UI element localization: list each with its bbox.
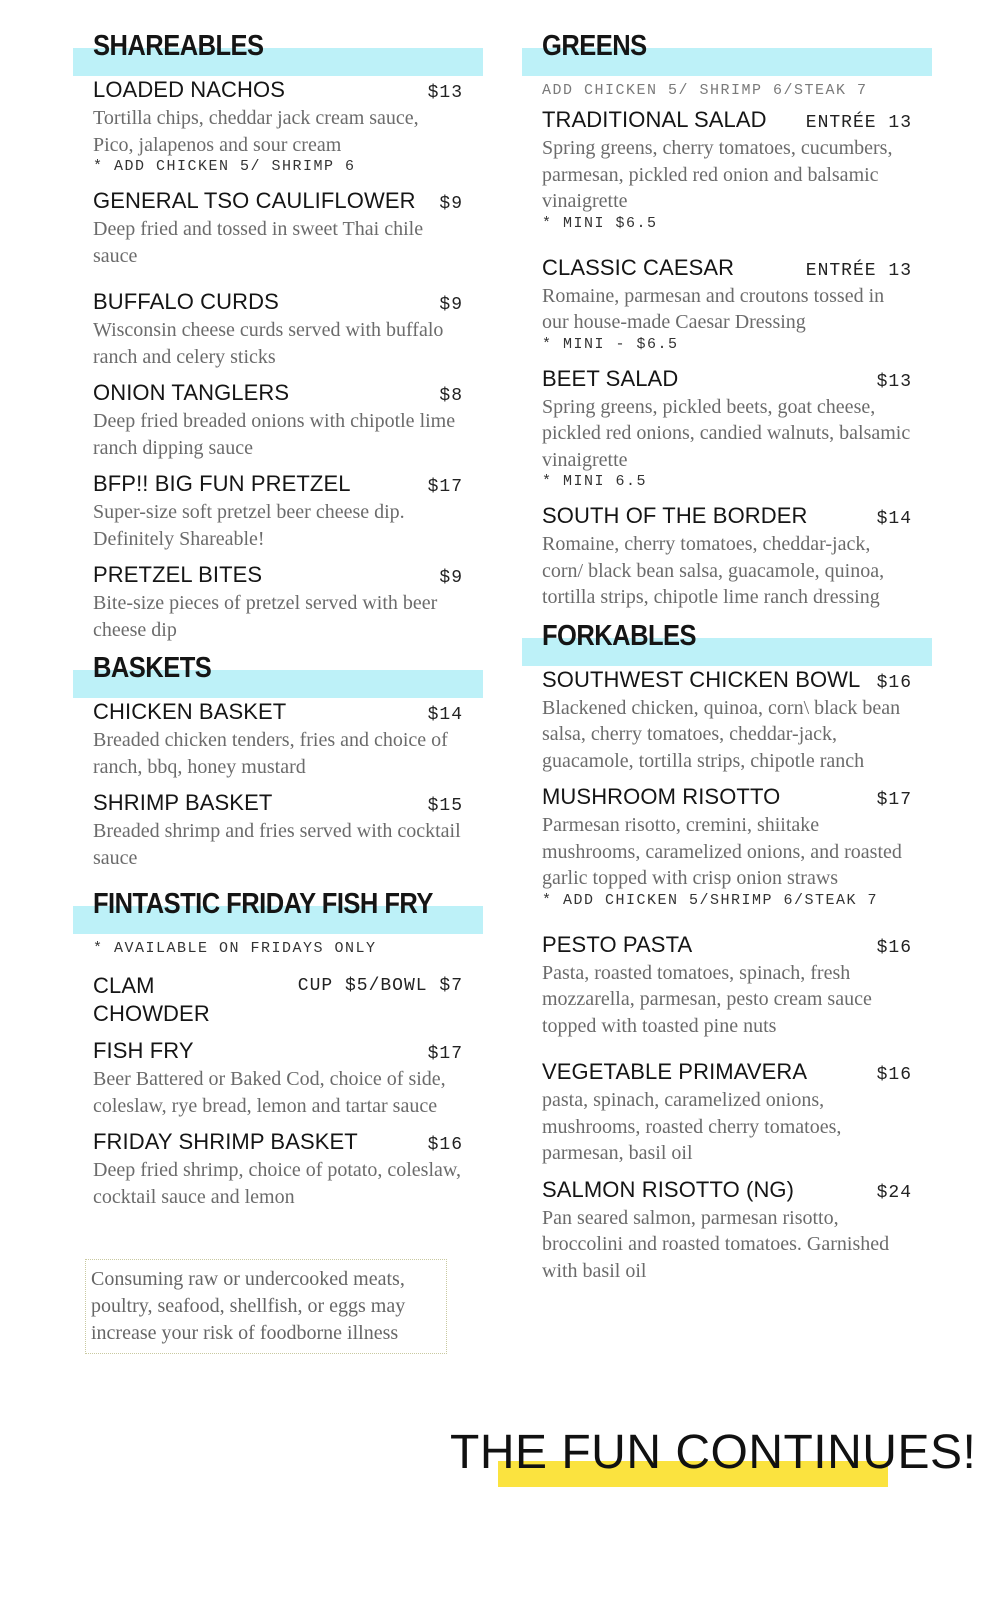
item-description: Super-size soft pretzel beer cheese dip. Definitely Shareable! bbox=[93, 501, 405, 550]
menu-item-chicken-basket bbox=[73, 698, 483, 780]
menu-item-onion-tanglers bbox=[73, 379, 483, 461]
item-name: LOADED NACHOS bbox=[93, 77, 286, 102]
tagline-text: THE FUN CONTINUES! bbox=[450, 1426, 977, 1479]
menu-item-shrimp-basket bbox=[73, 789, 483, 871]
item-name: PESTO PASTA bbox=[542, 931, 693, 957]
section-title: FINTASTIC FRIDAY FISH FRY bbox=[93, 888, 433, 920]
greens-add-protein-note: ADD CHICKEN 5/ SHRIMP 6/STEAK 7 bbox=[542, 82, 868, 99]
item-name: FISH FRY bbox=[93, 1038, 194, 1063]
foodborne-illness-warning: Consuming raw or undercooked meats, poultry, seafood, shellfish, or eggs may increase your risk of foodborne illness bbox=[85, 1259, 447, 1354]
item-price: $17 bbox=[876, 790, 912, 810]
item-price: $13 bbox=[876, 371, 912, 392]
item-description: Romaine, parmesan and croutons tossed in our house-made Caesar Dressing bbox=[542, 284, 885, 333]
item-name: PRETZEL BITES bbox=[93, 562, 263, 587]
item-note: * ADD CHICKEN 5/SHRIMP 6/STEAK 7 bbox=[542, 891, 879, 909]
item-name: BEET SALAD bbox=[542, 365, 679, 391]
item-price: $16 bbox=[876, 1065, 912, 1085]
item-price: $17 bbox=[427, 1044, 463, 1064]
item-name: BUFFALO CURDS bbox=[93, 289, 279, 314]
section-header-shareables bbox=[73, 30, 483, 74]
section-header-baskets bbox=[73, 652, 483, 696]
item-name: SALMON RISOTTO (NG) bbox=[542, 1176, 795, 1202]
section-title: BASKETS bbox=[93, 652, 212, 684]
menu-item-salmon-risotto bbox=[522, 1176, 932, 1285]
item-price: ENTRÉE 13 bbox=[805, 113, 912, 133]
item-name: GENERAL TSO CAULIFLOWER bbox=[93, 188, 416, 213]
menu-item-beet-salad bbox=[522, 365, 932, 494]
item-name: CLASSIC CAESAR bbox=[542, 254, 735, 280]
menu-item-fish-fry bbox=[73, 1037, 483, 1119]
item-price: ENTRÉE 13 bbox=[805, 260, 912, 281]
item-description: Deep fried shrimp, choice of potato, coleslaw, cocktail sauce and lemon bbox=[93, 1159, 462, 1208]
menu-item-buffalo-curds bbox=[73, 288, 483, 370]
item-price: $13 bbox=[427, 83, 463, 103]
item-description: Spring greens, cherry tomatoes, cucumbers, parmesan, pickled red onion and balsamic vinaigrette bbox=[542, 137, 893, 212]
item-name: CLAM CHOWDER bbox=[93, 973, 210, 1026]
menu-item-pesto-pasta bbox=[522, 931, 932, 1040]
menu-item-clam-chowder bbox=[73, 972, 483, 1028]
menu-item-traditional-salad bbox=[522, 106, 932, 235]
item-price: $8 bbox=[439, 386, 463, 406]
item-price: $9 bbox=[439, 295, 463, 315]
item-description: Breaded chicken tenders, fries and choice of ranch, bbq, honey mustard bbox=[93, 729, 448, 778]
item-description: Beer Battered or Baked Cod, choice of side, coleslaw, rye bread, lemon and tartar sauce bbox=[93, 1068, 446, 1117]
menu-item-pretzel-bites bbox=[73, 561, 483, 643]
item-name: VEGETABLE PRIMAVERA bbox=[542, 1059, 808, 1084]
section-title: FORKABLES bbox=[542, 619, 697, 652]
menu-item-loaded-nachos bbox=[73, 76, 483, 178]
menu-item-south-of-the-border bbox=[522, 502, 932, 611]
item-note: * MINI - $6.5 bbox=[542, 335, 679, 353]
item-name: SHRIMP BASKET bbox=[93, 790, 273, 815]
item-description: Deep fried breaded onions with chipotle lime ranch dipping sauce bbox=[93, 410, 456, 459]
footer-tagline bbox=[450, 1425, 977, 1495]
fish-fry-availability-note: * AVAILABLE ON FRIDAYS ONLY bbox=[93, 940, 377, 957]
item-price: $16 bbox=[427, 1135, 463, 1155]
item-price: $16 bbox=[876, 672, 912, 693]
item-note: * ADD CHICKEN 5/ SHRIMP 6 bbox=[93, 158, 356, 175]
menu-item-general-tso-cauliflower bbox=[73, 187, 483, 269]
item-price: $15 bbox=[427, 796, 463, 816]
item-name: ONION TANGLERS bbox=[93, 380, 290, 405]
menu-item-mushroom-risotto bbox=[522, 783, 932, 912]
item-description: Tortilla chips, cheddar jack cream sauce, Pico, jalapenos and sour cream bbox=[93, 107, 419, 156]
section-header-greens bbox=[522, 30, 932, 74]
item-name: BFP!! BIG FUN PRETZEL bbox=[93, 471, 351, 496]
item-name: MUSHROOM RISOTTO bbox=[542, 784, 781, 809]
item-description: Wisconsin cheese curds served with buffalo ranch and celery sticks bbox=[93, 319, 444, 368]
section-title: SHAREABLES bbox=[93, 30, 264, 62]
item-description: Pasta, roasted tomatoes, spinach, fresh mozzarella, parmesan, pesto cream sauce topped with toasted pine nuts bbox=[542, 961, 872, 1037]
item-description: Deep fried and tossed in sweet Thai chile sauce bbox=[93, 218, 424, 267]
item-note: * MINI $6.5 bbox=[542, 214, 658, 232]
item-price: $17 bbox=[427, 477, 463, 497]
item-description: Blackened chicken, quinoa, corn\ black bean salsa, cherry tomatoes, cheddar-jack, guacamole, tortilla strips, chipotle ranch bbox=[542, 696, 901, 772]
item-name: SOUTHWEST CHICKEN BOWL bbox=[542, 666, 861, 692]
menu-item-big-fun-pretzel bbox=[73, 470, 483, 552]
item-note: * MINI 6.5 bbox=[542, 473, 648, 490]
item-description: Bite-size pieces of pretzel served with beer cheese dip bbox=[93, 592, 438, 641]
item-price: $9 bbox=[439, 194, 463, 214]
item-name: SOUTH OF THE BORDER bbox=[542, 503, 808, 528]
section-header-fish-fry bbox=[73, 888, 483, 932]
item-name: CHICKEN BASKET bbox=[93, 699, 287, 724]
item-price: $24 bbox=[876, 1182, 912, 1203]
item-description: Spring greens, pickled beets, goat cheese, pickled red onions, candied walnuts, balsamic vinaigrette bbox=[542, 395, 911, 471]
item-description: pasta, spinach, caramelized onions, mushrooms, roasted cherry tomatoes, parmesan, basil oil bbox=[542, 1089, 842, 1164]
item-description: Pan seared salmon, parmesan risotto, broccolini and roasted tomatoes. Garnished with basil oil bbox=[542, 1206, 890, 1282]
item-price: $14 bbox=[876, 509, 912, 529]
item-price: $16 bbox=[876, 937, 912, 958]
menu-item-vegetable-primavera bbox=[522, 1058, 932, 1167]
section-header-forkables bbox=[522, 620, 932, 664]
item-description: Parmesan risotto, cremini, shiitake mushrooms, caramelized onions, and roasted garlic topped with crisp onion straws bbox=[542, 814, 902, 889]
menu-item-southwest-chicken-bowl bbox=[522, 666, 932, 775]
item-price: $9 bbox=[439, 568, 463, 588]
item-price: $14 bbox=[427, 705, 463, 725]
item-price: CUP $5/BOWL $7 bbox=[297, 976, 463, 996]
menu-item-classic-caesar bbox=[522, 254, 932, 356]
item-description: Breaded shrimp and fries served with cocktail sauce bbox=[93, 820, 461, 869]
menu-item-friday-shrimp-basket bbox=[73, 1128, 483, 1210]
right-column bbox=[522, 30, 932, 1293]
item-description: Romaine, cherry tomatoes, cheddar-jack, corn/ black bean salsa, guacamole, quinoa, tortilla strips, chipotle lime ranch dressing bbox=[542, 533, 885, 608]
section-title: GREENS bbox=[542, 30, 647, 62]
item-name: FRIDAY SHRIMP BASKET bbox=[93, 1129, 358, 1154]
item-name: TRADITIONAL SALAD bbox=[542, 107, 767, 132]
left-column bbox=[73, 30, 483, 1219]
